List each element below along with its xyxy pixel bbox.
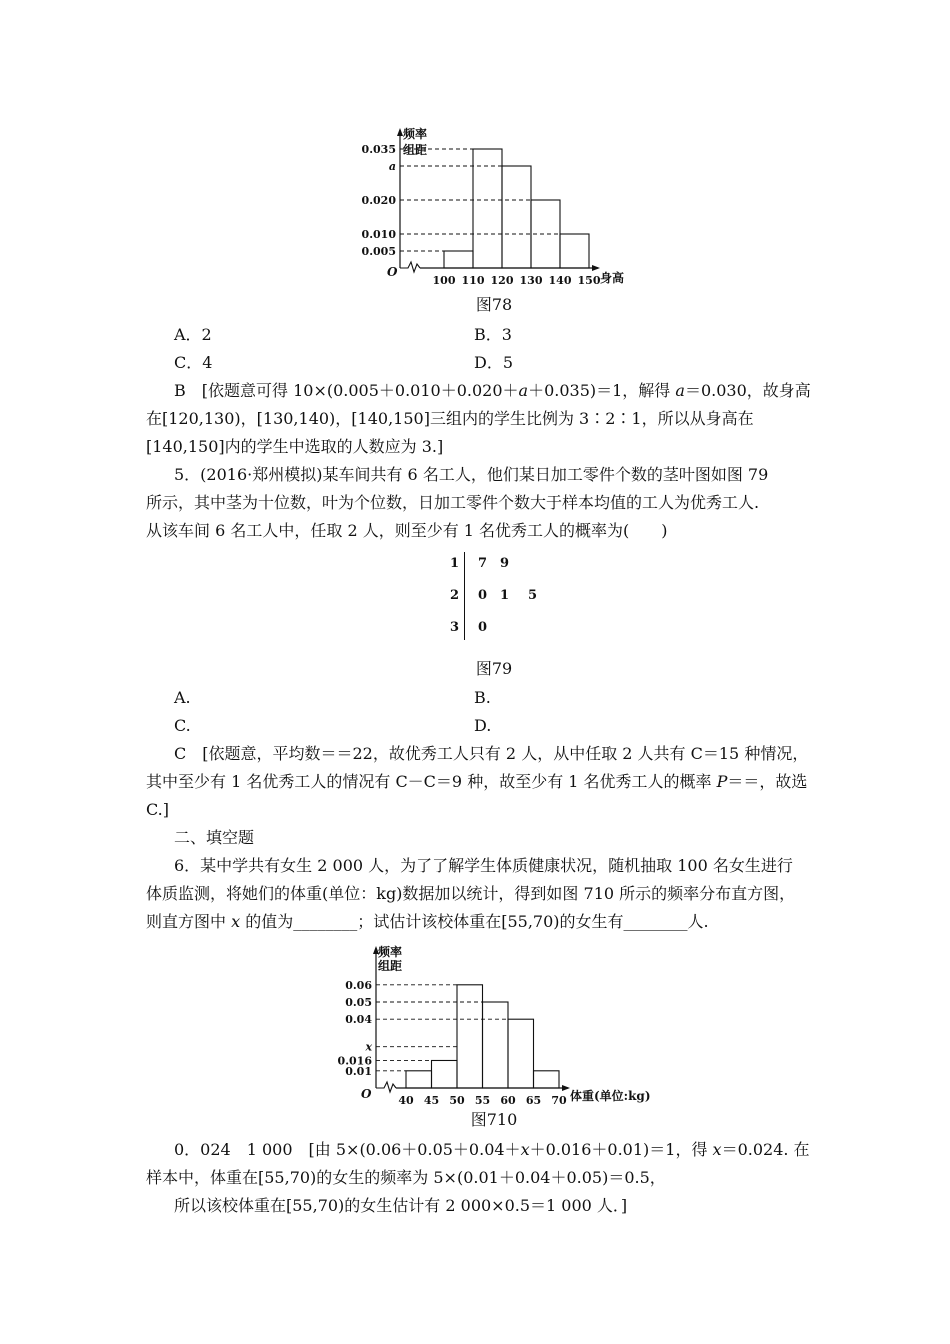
x-tick-label: 45 bbox=[423, 1094, 440, 1107]
x-axis-arrow bbox=[562, 1085, 570, 1091]
leaf-2-3: 5 bbox=[528, 588, 538, 603]
fig79-caption: 图79 bbox=[475, 659, 513, 678]
x-tick-label: 70 bbox=[551, 1094, 567, 1107]
y-tick-label: 0.035 bbox=[361, 143, 396, 156]
leaf-1-2: 9 bbox=[500, 556, 510, 571]
leaf-1-1: 7 bbox=[478, 556, 488, 571]
fig78-caption: 图78 bbox=[475, 295, 513, 314]
fig710-ytitle-bottom: 组距 bbox=[378, 959, 403, 973]
leaf-2-1: 0 bbox=[478, 588, 488, 603]
q5-option-c: C. bbox=[174, 716, 191, 735]
histogram-bar bbox=[457, 985, 483, 1088]
q6-answer-line1: 0．024 1 000 [由 5×(0.06＋0.05＋0.04＋x＋0.016＋0.01)＝1，得 x＝0.024. 在 bbox=[174, 1140, 810, 1159]
q5-answer-line3: C.] bbox=[146, 800, 169, 819]
x-tick-label: 60 bbox=[500, 1094, 516, 1107]
fig710-ytitle-top: 频率 bbox=[378, 945, 403, 959]
x-tick-label: 130 bbox=[519, 274, 543, 287]
q6-stem-line3: 则直方图中 x 的值为________；试估计该校体重在[55,70)的女生有________人. bbox=[146, 912, 709, 931]
q6-stem-line1: 6．某中学共有女生 2 000 人，为了了解学生体质健康状况，随机抽取 100 名女生进行 bbox=[174, 856, 793, 875]
fig710-caption: 图710 bbox=[470, 1110, 518, 1129]
q4-option-b: B．3 bbox=[474, 325, 512, 344]
histogram-bar bbox=[502, 166, 531, 268]
section-title: 二、填空题 bbox=[174, 828, 255, 847]
x-tick-label: 120 bbox=[490, 274, 514, 287]
stem-3: 3 bbox=[450, 620, 460, 635]
histogram-bar bbox=[444, 251, 473, 268]
histogram-bar bbox=[406, 1071, 432, 1088]
q4-option-c: C．4 bbox=[174, 353, 213, 372]
q5-stem-line2: 所示，其中茎为十位数，叶为个位数，日加工零件个数大于样本均值的工人为优秀工人. bbox=[146, 493, 760, 512]
y-tick-label: 0.06 bbox=[345, 978, 372, 992]
y-tick-label: 0.005 bbox=[361, 245, 396, 258]
q4-answer-line2: 在[120,130)，[130,140)，[140,150]三组内的学生比例为 3∶2∶1，所以从身高在 bbox=[146, 409, 754, 428]
y-tick-label: 0.020 bbox=[361, 194, 396, 207]
x-tick-label: 150 bbox=[577, 274, 601, 287]
fig78-ytitle-top: 频率 bbox=[403, 127, 428, 141]
y-tick-label: 0.05 bbox=[345, 996, 372, 1009]
q5-option-a: A. bbox=[174, 688, 191, 707]
x-tick-label: 100 bbox=[432, 274, 456, 287]
q4-answer-line1: B [依题意可得 10×(0.005＋0.010＋0.020＋a＋0.035)＝1，解得 a＝0.030，故身高 bbox=[174, 381, 811, 400]
histogram-bar bbox=[534, 1071, 560, 1088]
q5-answer-line2: 其中至少有 1 名优秀工人的情况有 C－C＝9 种，故至少有 1 名优秀工人的概率 P＝＝，故选 bbox=[146, 772, 808, 791]
q5-stem-line1: 5．(2016·郑州模拟)某车间共有 6 名工人，他们某日加工零件个数的茎叶图如图 79 bbox=[174, 465, 769, 484]
x-tick-label: 55 bbox=[474, 1094, 491, 1107]
q5-stem-line3: 从该车间 6 名工人中，任取 2 人，则至少有 1 名优秀工人的概率为( ) bbox=[146, 521, 668, 540]
q6-answer-line3: 所以该校体重在[55,70)的女生估计有 2 000×0.5＝1 000 人．] bbox=[174, 1196, 628, 1215]
x-axis-break bbox=[376, 1082, 396, 1092]
fig78-origin: O bbox=[387, 265, 398, 279]
y-tick-label: x bbox=[365, 1040, 372, 1054]
x-axis-break bbox=[400, 262, 420, 272]
q5-option-d: D. bbox=[474, 716, 492, 735]
fig78-ytitle-bottom: 组距 bbox=[403, 143, 428, 157]
q4-option-a: A．2 bbox=[174, 325, 212, 344]
q4-option-d: D．5 bbox=[474, 353, 514, 372]
y-tick-label: a bbox=[388, 160, 396, 173]
histogram-bar bbox=[508, 1019, 534, 1088]
q4-answer-line3: [140,150]内的学生中选取的人数应为 3.] bbox=[146, 437, 444, 456]
histogram-bar bbox=[473, 149, 502, 268]
q5-answer-line1: C [依题意，平均数＝＝22，故优秀工人只有 2 人，从中任取 2 人共有 C＝15 种情况， bbox=[174, 744, 809, 763]
histogram-bar bbox=[560, 234, 589, 268]
histogram-bar bbox=[432, 1060, 458, 1088]
x-axis-arrow bbox=[592, 265, 600, 271]
y-tick-label: 0.016 bbox=[337, 1054, 372, 1068]
stem-2: 2 bbox=[450, 588, 460, 603]
histogram-weight bbox=[336, 940, 656, 1110]
fig78-xlabel: 身高 bbox=[600, 271, 625, 285]
fig710-origin: O bbox=[361, 1087, 372, 1101]
y-tick-label: 0.01 bbox=[345, 1064, 372, 1078]
histogram-height bbox=[360, 122, 680, 292]
fig710-xlabel: 体重(单位:kg) bbox=[570, 1089, 651, 1103]
q5-option-b: B. bbox=[474, 688, 491, 707]
x-tick-label: 110 bbox=[461, 274, 485, 287]
leaf-2-2: 1 bbox=[500, 588, 510, 603]
y-tick-label: 0.010 bbox=[361, 228, 396, 241]
y-tick-label: 0.04 bbox=[345, 1013, 372, 1027]
x-tick-label: 40 bbox=[398, 1094, 414, 1107]
x-tick-label: 50 bbox=[449, 1094, 465, 1107]
x-tick-label: 140 bbox=[548, 274, 572, 287]
x-tick-label: 65 bbox=[525, 1094, 542, 1107]
stem-leaf-plot bbox=[440, 552, 600, 642]
q6-stem-line2: 体质监测，将她们的体重(单位：kg)数据加以统计，得到如图 710 所示的频率分布直方图， bbox=[146, 884, 796, 903]
leaf-3-1: 0 bbox=[478, 620, 488, 635]
histogram-bar bbox=[483, 1002, 509, 1088]
q6-answer-line2: 样本中，体重在[55,70)的女生的频率为 5×(0.01＋0.04＋0.05)＝0.5， bbox=[146, 1168, 666, 1187]
stem-leaf-divider bbox=[464, 552, 465, 640]
stem-1: 1 bbox=[450, 556, 460, 571]
